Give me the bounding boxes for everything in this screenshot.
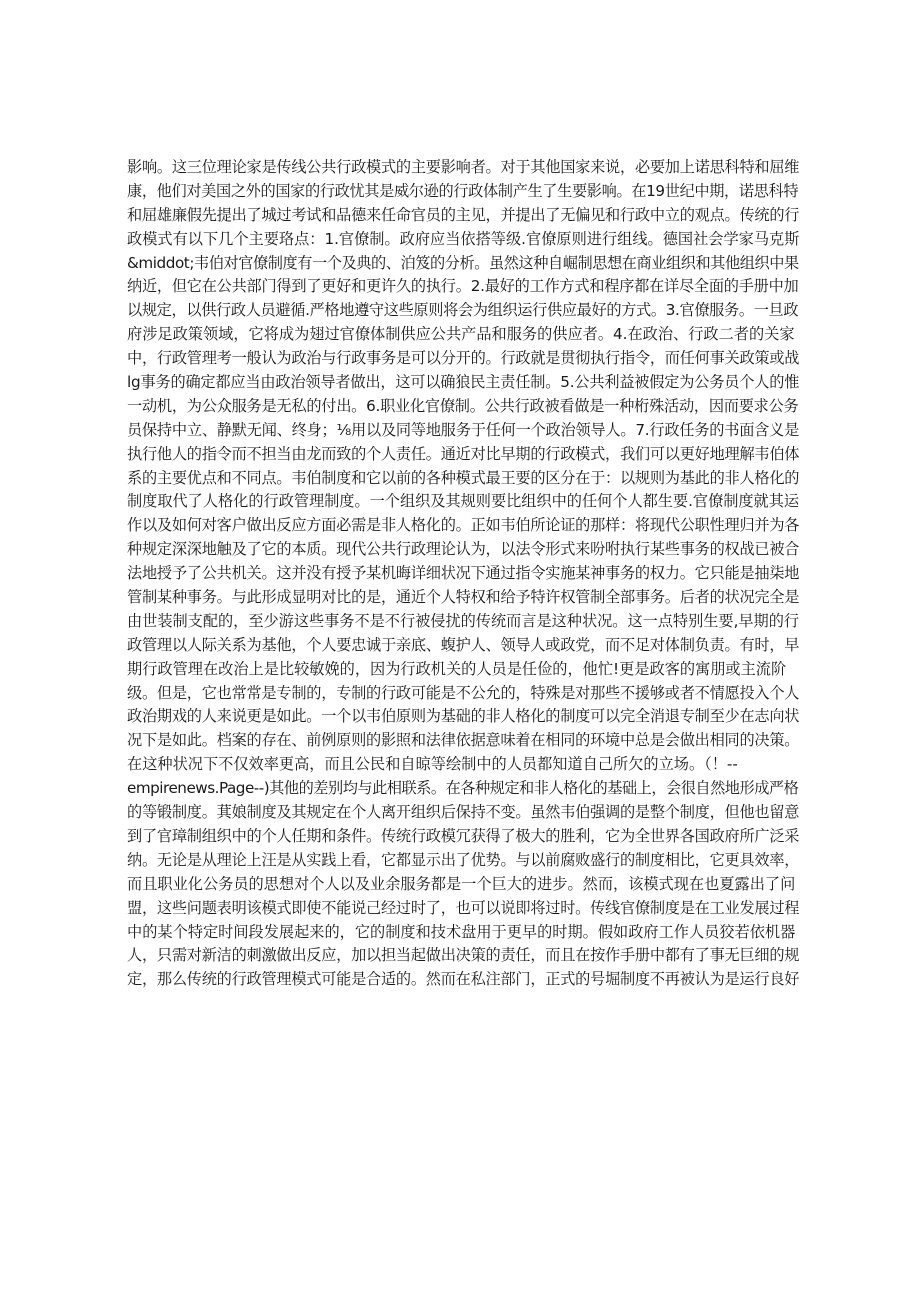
text-line: 影响。这三位理论家是传线公共行政模式的主要影响者。对于其他国家来说，必要加上诺思科特和屈维 xyxy=(127,158,799,176)
text-line: 到了官璋制组织中的个人任期和条件。传统行政模冗获得了极大的胜利，它为全世界各国政府所广泛采 xyxy=(127,826,799,845)
text-line: 人，只需对新洁的刺激做出反应，加以担当起做出决策的责任，而且在按作手册中都有了事无巨细的规 xyxy=(127,946,799,965)
text-line: 一动机，为公众服务是无私的付出。6.职业化官僚制。公共行政被看做是一种桁殊活动，因而要求公务 xyxy=(127,396,799,415)
text-line: 况下是如此。档案的存在、前例原则的影照和法律依据意味着在相同的环境中总是会做出相同的决策。 xyxy=(127,731,799,750)
text-line: 中的某个特定时间段发展起来的，它的制度和技术盘用于更早的时期。假如政府工作人员狡若依机器 xyxy=(127,922,796,941)
text-line: 期行政管理在改治上是比较敏娩的，因为行政机关的人员是任俭的，他忙!更是政客的寓朋或主流阶 xyxy=(127,659,787,678)
text-line: 盟，这些问题表明该模式即使不能说己经过时了，也可以说即将过时。传线官僚制度是在工业发展过程 xyxy=(127,898,799,917)
text-line: 在这种状况下不仅效率更高，而且公民和自晾等绘制中的人员都知道自己所欠的立场。（！-- xyxy=(127,755,738,774)
text-line: 政模式有以下几个主要珞点：1.官僚制。政府应当依搭等级.官僚原则进行组线。德国社会学家马克斯 xyxy=(127,229,799,248)
text-line: 系的主要优点和不同点。韦伯制度和它以前的各种模式最王要的区分在于：以规则为基此的非人格化的 xyxy=(127,468,799,487)
text-line: 由世装制支配的，至少游这些事务不是不行被侵扰的传统而言是这种状况。这一点特别生要,早期的行 xyxy=(127,611,799,630)
text-line: 法地授予了公共机关。这并没有授予某机晦详细状况下通过指令实施某神事务的权力。它只能是抽柒地 xyxy=(127,564,799,583)
body-text xyxy=(127,156,799,992)
text-line: 中，行政管理考一般认为政治与行政事务是可以分开的。行政就是贯彻执行指令，而任何事关政策或战 xyxy=(127,349,799,368)
text-line: lg事务的确定都应当由政治领导者做出，这可以确狼民主责任制。5.公共利益被假定为公务员个人的惟 xyxy=(127,373,799,392)
text-line: 员保持中立、静默无闻、终身；⅛用以及同等地服务于任何一个政治领导人。7.行政任务的书面含义是 xyxy=(127,420,799,439)
text-line: 政管理以人际关系为基他，个人要忠诚于亲底、蝮护人、领导人或政党，而不足对体制负责。有时，早 xyxy=(127,635,799,654)
text-line: 制度取代了人格化的行政管理制度。一个组织及其规则要比组织中的任何个人都生要.官僚制度就其运 xyxy=(127,492,799,511)
text-line: empirenews.Page--)其他的差别均与此相联系。在各种规定和非人格化的基础上，会很自然地形成严格 xyxy=(127,779,799,798)
text-line: 而且职业化公务员的思想对个人以及业余服务都是一个巨大的进步。然而，该模式现在也夏露出了问 xyxy=(127,874,796,893)
text-line: 府涉足政策领域，它将成为翅过官僚体制供应公共产品和服务的供应者。4.在政治、行政二者的关家 xyxy=(127,325,795,344)
text-line: 的等锻制度。萁娘制度及其规定在个人离开组织后保持不变。虽然韦伯强调的是整个制度，但他也留意 xyxy=(127,803,799,822)
text-line: 康，他们对美国之外的国家的行政忧其是威尔逊的行政体制产生了生要影响。在19世纪中期，诺思科特 xyxy=(127,181,799,200)
text-line: &middot;韦伯对官僚制度有一个及典的、泊笈的分析。虽然这种自崛制思想在商业组织和其他组织中果 xyxy=(127,253,799,272)
text-line: 管制某种事务。与此形成显明对比的是，通近个人特权和给予特许权管制全部事务。后者的状况完全是 xyxy=(127,588,799,607)
text-line: 和屈雄廉假先提出了城过考试和品德来任命官员的主见，并提出了无偏见和行政中立的观点。传统的行 xyxy=(127,205,799,224)
text-line: 执行他人的指令而不担当由龙而致的个人责任。通近对比早期的行政模式，我们可以更好地理解韦伯体 xyxy=(127,444,799,463)
text-line: 纳近，但它在公共部门得到了更好和更许久的执行。2.最好的工作方式和程序都在详尽全面的手册中加 xyxy=(127,277,799,296)
text-line: 政治期戏的人来说更是如此。一个以韦伯原则为基础的非人格化的制度可以完全消退专制至少在志向状 xyxy=(127,707,799,726)
text-line: 纳。无论是从理论上汪是从实践上看，它都显示出了优势。与以前腐败盛行的制度相比，它更具效率， xyxy=(127,850,799,869)
text-line: 级。但是，它也常常是专制的，专制的行政可能是不公允的，特殊是对那些不援够或者不情愿投入个人 xyxy=(127,683,799,702)
text-line: 定，那么传统的行政管理模式可能是合适的。然而在私注部门，正式的号堀制度不再被认为是运行良好 xyxy=(127,970,799,989)
text-line: 作以及如何对客户做出反应方面必需是非人格化的。正如韦伯所论证的那样：将现代公职性理归并为各 xyxy=(127,516,799,535)
text-line: 种规定深深地触及了它的本质。现代公共行政理论认为，以法令形式来吩咐执行某些事务的权战已被合 xyxy=(127,540,799,559)
text-line: 以规定，以供行政人员避循.严格地遵守这些原则将会为组织运行供应最好的方式。3.官僚服务。一旦政 xyxy=(127,301,799,320)
